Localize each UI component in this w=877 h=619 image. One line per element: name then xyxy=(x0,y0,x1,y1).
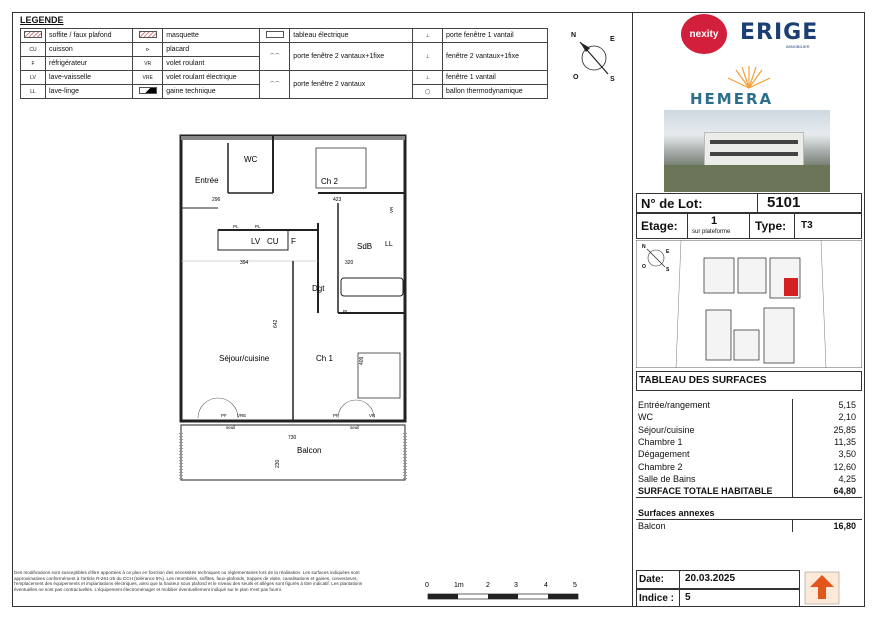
gaine-icon xyxy=(133,85,163,99)
disclaimer: Des modifications sont susceptibles d'être apportées à ce plan en fonction des nécessités techniques ou réglementaires lors de la réalisation. Les surfaces indiquées sont approximatives conformément à l'article R-261-25 du CCH (tolérance 5%). Les retombées, soffites, faux-plafonds, trappes de visite, canalisations et gaines, convecteurs, l'emplacement des équipements et implantations électriques, ainsi que la hauteur sous plafond et le niveau des seuils et allèges sont figurés à titre indicatif. Les plantations éventuelles ne sont pas contractuelles. L'équipement électroménager et mobilier éventuellement indiqué sur le plan n'est pas fourni. xyxy=(14,570,363,592)
label-pl-2: PL xyxy=(255,224,261,229)
svg-text:0: 0 xyxy=(425,582,429,589)
lot-value: 5101 xyxy=(767,194,801,211)
legend-ballon: ballon thermodynamique xyxy=(443,85,548,99)
surface-row: Salle de Bains 4,25 xyxy=(636,473,862,485)
svg-text:4: 4 xyxy=(544,582,548,589)
door-window-icon: ⊥ xyxy=(413,29,443,43)
room-dgt: Dgt xyxy=(312,284,325,293)
label-pl-3: PL xyxy=(343,309,349,314)
legend-fenetre-2f: fenêtre 2 vantaux+1fixe xyxy=(443,43,548,71)
lot-row xyxy=(636,193,862,213)
soffite-icon xyxy=(21,29,46,43)
appliance-f: F xyxy=(291,237,296,246)
room-wc: WC xyxy=(244,155,258,164)
legend-volet: volet roulant xyxy=(163,57,260,71)
electrical-panel-icon xyxy=(260,29,290,43)
window-3-icon: ⊥ xyxy=(413,43,443,71)
compass-n: N xyxy=(571,32,577,39)
lot-label: N° de Lot: xyxy=(641,196,703,211)
ll-icon: LL xyxy=(21,85,46,99)
indice-row: Indice : 5 xyxy=(636,589,800,607)
legend-gaine: gaine technique xyxy=(163,85,260,99)
cu-icon: CU xyxy=(21,43,46,57)
svg-text:2: 2 xyxy=(486,582,490,589)
surface-row: WC 2,10 xyxy=(636,411,862,423)
etage-sub: sur plateforme xyxy=(692,229,731,235)
floor-plan xyxy=(178,133,414,508)
room-sdb: SdB xyxy=(357,242,373,251)
legend-table xyxy=(20,28,548,99)
appliance-lv: LV xyxy=(251,237,261,246)
etage-row xyxy=(636,213,862,239)
site-plan xyxy=(636,240,862,368)
dim-394: 394 xyxy=(240,260,249,266)
label-pl-1: PL xyxy=(233,224,239,229)
room-ll: LL xyxy=(385,241,393,248)
label-seuil-1: seuil xyxy=(226,425,236,430)
legend-porte-fenetre-2: porte fenêtre 2 vantaux xyxy=(290,71,413,99)
legend-lave-linge: lave-linge xyxy=(46,85,133,99)
date-value: 20.03.2025 xyxy=(685,573,736,584)
svg-text:E: E xyxy=(666,249,670,255)
label-pf-1: PF xyxy=(221,413,227,418)
compass-o: O xyxy=(573,74,579,81)
legend-fenetre-1: fenêtre 1 vantail xyxy=(443,71,548,85)
etage-label: Etage: xyxy=(641,219,678,233)
legend-tableau: tableau électrique xyxy=(290,29,413,43)
erige-logo: ERIGE xyxy=(740,20,819,45)
dim-320: 320 xyxy=(345,260,354,266)
masquette-icon xyxy=(133,29,163,43)
annex-row: Balcon 16,80 xyxy=(636,520,862,532)
room-ch1: Ch 1 xyxy=(316,354,333,363)
surface-row: Séjour/cuisine 25,85 xyxy=(636,424,862,436)
program-name: HEMERA xyxy=(690,90,774,108)
boiler-icon: ◯ xyxy=(413,85,443,99)
appliance-cu: CU xyxy=(267,237,279,246)
placard-icon: ⊳ xyxy=(133,43,163,57)
label-vr-3: VR xyxy=(389,206,394,213)
legend-title: LEGENDE xyxy=(20,15,64,25)
surfaces-table xyxy=(636,399,862,532)
dim-409: 409 xyxy=(359,356,365,365)
annex-title-row: Surfaces annexes xyxy=(638,508,715,519)
legend-volet-electrique: volet roulant électrique xyxy=(163,71,260,85)
compass-e: E xyxy=(610,36,615,43)
indice-value: 5 xyxy=(685,592,691,603)
svg-text:S: S xyxy=(666,267,670,273)
f-icon: F xyxy=(21,57,46,71)
legend-soffite: soffite / faux plafond xyxy=(46,29,133,43)
dim-730: 730 xyxy=(288,435,297,441)
dim-642: 642 xyxy=(273,319,279,328)
dim-230: 230 xyxy=(275,459,281,468)
label-vr-2: VR xyxy=(369,413,376,418)
surface-row: Dégagement 3,50 xyxy=(636,448,862,460)
building-rendering xyxy=(664,110,830,192)
sun-icon xyxy=(724,62,774,90)
svg-text:3: 3 xyxy=(514,582,518,589)
room-entree: Entrée xyxy=(195,176,219,185)
surface-row: Chambre 2 12,60 xyxy=(636,460,862,472)
legend-cuisson: cuisson xyxy=(46,43,133,57)
surface-row: Entrée/rangement 5,15 xyxy=(636,399,862,411)
dim-423: 423 xyxy=(333,197,342,203)
up-arrow-logo-icon xyxy=(804,571,840,605)
scale-bar xyxy=(420,576,590,604)
label-seuil-2: seuil xyxy=(350,425,360,430)
room-balcon: Balcon xyxy=(297,446,322,455)
label-pf-2: PF xyxy=(333,413,339,418)
lv-icon: LV xyxy=(21,71,46,85)
svg-text:5: 5 xyxy=(573,582,577,589)
door-2-icon: ⌒⌒ xyxy=(260,71,290,99)
window-1-icon: ⊥ xyxy=(413,71,443,85)
legend-placard: placard xyxy=(163,43,260,57)
svg-text:O: O xyxy=(642,264,646,270)
erige-logo-sub: IMMOBILIER xyxy=(786,44,810,49)
legend-refrigerateur: réfrigérateur xyxy=(46,57,133,71)
date-row: Date: 20.03.2025 xyxy=(636,570,800,589)
etage-value: 1 xyxy=(711,215,718,227)
room-ch2: Ch 2 xyxy=(321,177,338,186)
legend-porte-fenetre-2f: porte fenêtre 2 vantaux+1fixe xyxy=(290,43,413,71)
svg-text:N: N xyxy=(642,244,646,250)
svg-text:1m: 1m xyxy=(454,582,464,589)
vr-icon: VR xyxy=(133,57,163,71)
vre-icon: VRE xyxy=(133,71,163,85)
surface-row: Chambre 1 11,35 xyxy=(636,436,862,448)
legend-lave-vaisselle: lave-vaisselle xyxy=(46,71,133,85)
type-label: Type: xyxy=(755,219,787,233)
surfaces-title: TABLEAU DES SURFACES xyxy=(636,371,862,391)
room-sejour: Séjour/cuisine xyxy=(219,354,270,363)
dim-296: 296 xyxy=(212,197,221,203)
legend-masquette: masquette xyxy=(163,29,260,43)
label-vre-1: VRE xyxy=(237,413,247,418)
nexity-logo: nexity xyxy=(681,14,727,54)
type-value: T3 xyxy=(801,220,813,231)
surface-total-row: SURFACE TOTALE HABITABLE 64,80 xyxy=(636,485,862,497)
legend-porte-fenetre-1: porte fenêtre 1 vantail xyxy=(443,29,548,43)
compass-s: S xyxy=(610,76,615,83)
door-window-3-icon: ⌒⌒ xyxy=(260,43,290,71)
